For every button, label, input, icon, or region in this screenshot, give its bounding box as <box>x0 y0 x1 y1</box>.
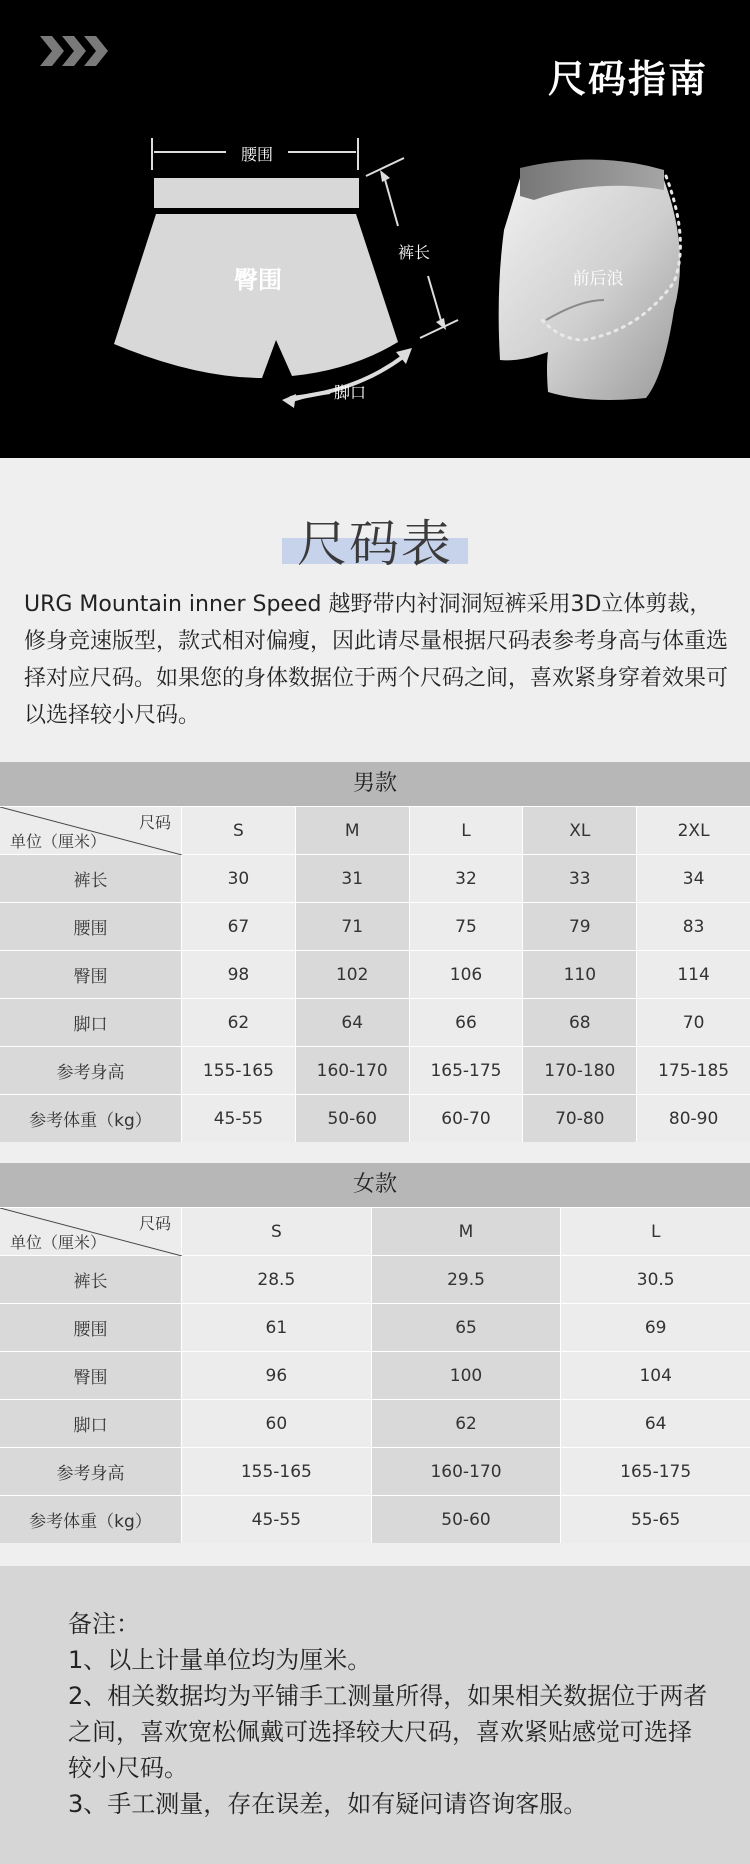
table-cell: 155-165 <box>182 1448 372 1495</box>
size-header-2xl: 2XL <box>637 807 750 854</box>
table-cell: 155-165 <box>182 1047 296 1094</box>
men-table-title: 男款 <box>0 762 750 806</box>
table-row <box>0 1351 750 1399</box>
hero-title: 尺码指南 <box>547 57 708 101</box>
table-cell: 61 <box>182 1304 372 1351</box>
size-header-l: L <box>410 807 524 854</box>
women-header-row <box>0 1207 750 1255</box>
table-cell: 29.5 <box>372 1256 562 1303</box>
table-row <box>0 950 750 998</box>
table-cell: 34 <box>637 855 750 902</box>
corner-unit-label: 单位（厘米） <box>10 832 107 851</box>
note-item: 1、以上计量单位均为厘米。 <box>68 1646 372 1674</box>
size-header-s: S <box>182 1208 372 1255</box>
table-cell: 75 <box>410 903 524 950</box>
table-cell: 60 <box>182 1400 372 1447</box>
table-row <box>0 1255 750 1303</box>
table-cell: 64 <box>561 1400 750 1447</box>
table-cell: 96 <box>182 1352 372 1399</box>
table-cell: 66 <box>410 999 524 1046</box>
row-label: 裤长 <box>0 855 182 902</box>
table-cell: 83 <box>637 903 750 950</box>
table-cell: 70 <box>637 999 750 1046</box>
table-cell: 64 <box>296 999 410 1046</box>
table-row <box>0 1495 750 1543</box>
table-cell: 69 <box>561 1304 750 1351</box>
corner-size-label: 尺码 <box>138 813 171 832</box>
size-chart-title: 尺码表 <box>297 515 453 573</box>
row-label: 臀围 <box>0 1352 182 1399</box>
table-cell: 30.5 <box>561 1256 750 1303</box>
men-corner-cell <box>0 807 182 854</box>
table-cell: 104 <box>561 1352 750 1399</box>
table-cell: 68 <box>523 999 637 1046</box>
leg-opening-label: 脚口 <box>333 383 367 402</box>
table-cell: 79 <box>523 903 637 950</box>
size-chart-intro <box>0 458 750 758</box>
row-label: 参考身高 <box>0 1047 182 1094</box>
hero-banner <box>0 0 750 458</box>
table-row <box>0 902 750 950</box>
table-cell: 45-55 <box>182 1496 372 1543</box>
shorts-illustration <box>0 0 750 458</box>
men-size-table <box>0 762 750 1142</box>
women-table-title: 女款 <box>0 1163 750 1207</box>
row-label: 臀围 <box>0 951 182 998</box>
table-cell: 67 <box>182 903 296 950</box>
table-cell: 31 <box>296 855 410 902</box>
waistband-shape <box>154 178 359 208</box>
table-cell: 100 <box>372 1352 562 1399</box>
table-cell: 175-185 <box>637 1047 750 1094</box>
table-cell: 160-170 <box>296 1047 410 1094</box>
table-cell: 110 <box>523 951 637 998</box>
notes-section <box>0 1566 750 1864</box>
table-cell: 106 <box>410 951 524 998</box>
table-cell: 65 <box>372 1304 562 1351</box>
table-cell: 30 <box>182 855 296 902</box>
table-cell: 80-90 <box>637 1095 750 1142</box>
women-size-table <box>0 1163 750 1543</box>
note-item: 2、相关数据均为平铺手工测量所得，如果相关数据位于两者之间，喜欢宽松佩戴可选择较大尺码，喜欢紧贴感觉可选择较小尺码。 <box>68 1682 708 1782</box>
table-row <box>0 1094 750 1142</box>
row-label: 腰围 <box>0 1304 182 1351</box>
size-header-xl: XL <box>523 807 637 854</box>
table-cell: 114 <box>637 951 750 998</box>
table-cell: 50-60 <box>372 1496 562 1543</box>
note-item: 3、手工测量，存在误差，如有疑问请咨询客服。 <box>68 1790 588 1818</box>
table-cell: 62 <box>182 999 296 1046</box>
women-corner-cell <box>0 1208 182 1255</box>
table-cell: 55-65 <box>561 1496 750 1543</box>
table-cell: 32 <box>410 855 524 902</box>
length-label: 裤长 <box>397 243 431 262</box>
table-row <box>0 1303 750 1351</box>
table-cell: 28.5 <box>182 1256 372 1303</box>
size-header-s: S <box>182 807 296 854</box>
corner-size-label: 尺码 <box>138 1214 171 1233</box>
table-cell: 102 <box>296 951 410 998</box>
table-cell: 33 <box>523 855 637 902</box>
intro-text: URG Mountain inner Speed 越野带内衬洞洞短裤采用3D立体剪裁，修身竞速版型，款式相对偏瘦，因此请尽量根据尺码表参考身高与体重选择对应尺码。如果您的身体数据位于两个尺码之间，喜欢紧身穿着效果可以选择较小尺码。 <box>24 592 729 728</box>
notes-content <box>68 1606 708 1822</box>
table-cell: 60-70 <box>410 1095 524 1142</box>
table-cell: 160-170 <box>372 1448 562 1495</box>
table-row <box>0 1447 750 1495</box>
table-row <box>0 998 750 1046</box>
size-header-m: M <box>296 807 410 854</box>
table-cell: 62 <box>372 1400 562 1447</box>
hip-label: 臀围 <box>234 266 282 294</box>
men-header-row <box>0 806 750 854</box>
waist-label: 腰围 <box>240 145 274 164</box>
table-cell: 170-180 <box>523 1047 637 1094</box>
row-label: 脚口 <box>0 1400 182 1447</box>
rise-label: 前后浪 <box>572 269 624 289</box>
table-cell: 71 <box>296 903 410 950</box>
notes-title: 备注： <box>68 1610 140 1638</box>
table-row <box>0 1046 750 1094</box>
row-label: 裤长 <box>0 1256 182 1303</box>
table-cell: 98 <box>182 951 296 998</box>
row-label: 参考体重（kg） <box>0 1095 182 1142</box>
row-label: 脚口 <box>0 999 182 1046</box>
row-label: 参考身高 <box>0 1448 182 1495</box>
table-cell: 70-80 <box>523 1095 637 1142</box>
table-cell: 50-60 <box>296 1095 410 1142</box>
size-header-m: M <box>372 1208 562 1255</box>
table-row <box>0 1399 750 1447</box>
corner-unit-label: 单位（厘米） <box>10 1233 107 1252</box>
row-label: 腰围 <box>0 903 182 950</box>
table-row <box>0 854 750 902</box>
row-label: 参考体重（kg） <box>0 1496 182 1543</box>
size-header-l: L <box>561 1208 750 1255</box>
table-cell: 45-55 <box>182 1095 296 1142</box>
shorts-body-shape <box>114 214 398 378</box>
table-cell: 165-175 <box>410 1047 524 1094</box>
table-cell: 165-175 <box>561 1448 750 1495</box>
